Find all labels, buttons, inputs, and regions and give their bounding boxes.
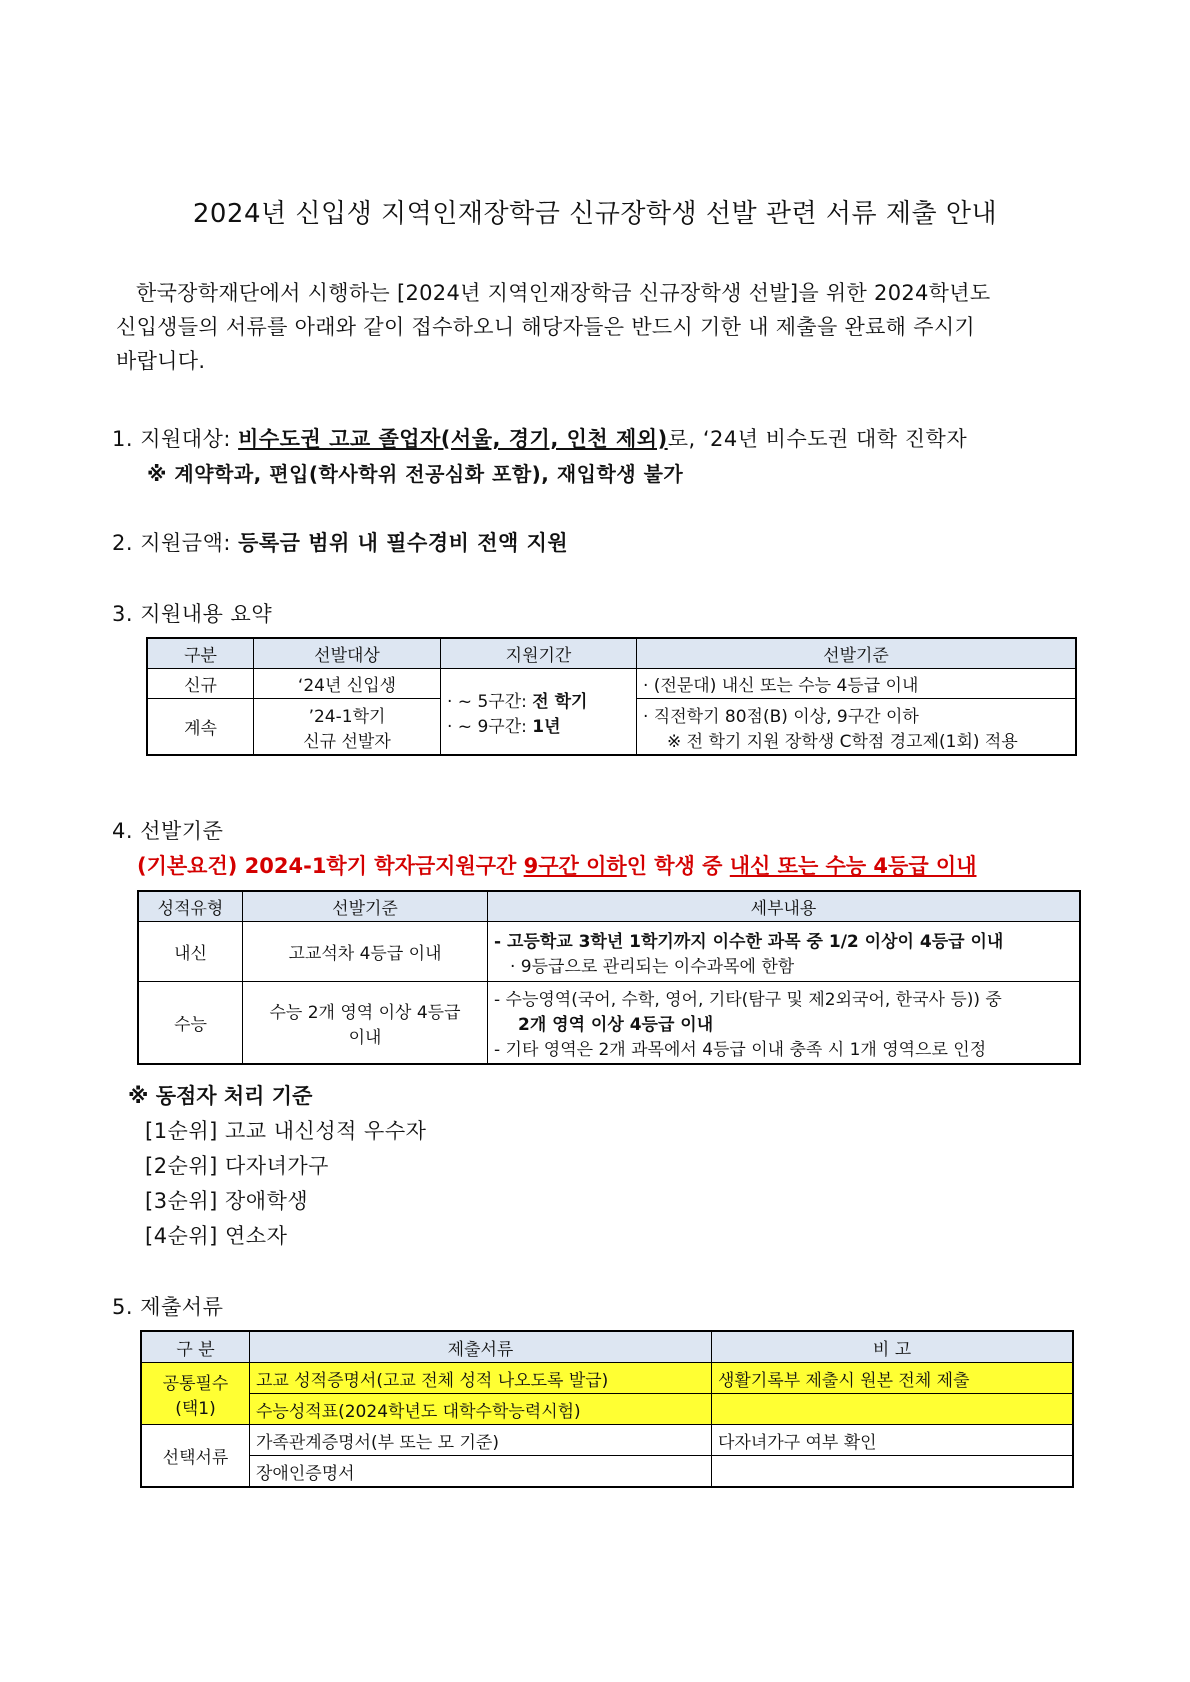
docs-header-note: 비 고 (712, 1332, 1073, 1363)
docs-common-type: 공통필수 (택1) (142, 1363, 250, 1425)
summary-header-type: 구분 (148, 639, 254, 669)
criteria-table (138, 891, 1080, 1064)
tie-break-item: [3순위] 장애학생 (145, 1189, 309, 1213)
criteria-row1-type: 내신 (139, 922, 243, 982)
docs-optional-doc-1: 가족관계증명서(부 또는 모 기준) (250, 1425, 712, 1456)
intro-line-2: 신입생들의 서류를 아래와 같이 접수하오니 해당자들은 반드시 기한 내 제출을 완료해 주시기 (116, 315, 975, 339)
summary-header-period: 지원기간 (441, 639, 637, 669)
docs-common-doc-2: 수능성적표(2024학년도 대학수학능력시험) (250, 1394, 712, 1425)
page-title: 2024년 신입생 지역인재장학금 신규장학생 선발 관련 서류 제출 안내 (192, 199, 998, 229)
summary-header-criteria: 선발기준 (637, 639, 1076, 669)
section-2-amount (112, 527, 568, 557)
tie-break-title: ※ 동점자 처리 기준 (128, 1084, 313, 1108)
summary-row2-type: 계속 (148, 699, 254, 755)
criteria-row1-detail: - 고등학교 3학년 1학기까지 이수한 과목 중 1/2 이상이 4등급 이내 · 9등급으로 관리되는 이수과목에 한함 (488, 922, 1080, 982)
docs-common-note-2 (712, 1394, 1073, 1425)
docs-common-doc-1: 고교 성적증명서(고교 전체 성적 나오도록 발급) (250, 1363, 712, 1394)
section-5-label: 5. 제출서류 (112, 1295, 224, 1319)
tie-break-item: [4순위] 연소자 (145, 1224, 288, 1248)
summary-row2-criteria: · 직전학기 80점(B) 이상, 9구간 이하 ※ 전 학기 지원 장학생 C학점 경고제(1회) 적용 (637, 699, 1076, 755)
criteria-row2-type: 수능 (139, 982, 243, 1064)
docs-optional-type: 선택서류 (142, 1425, 250, 1487)
summary-row2-target: ’24-1학기 신규 선발자 (254, 699, 441, 755)
criteria-row1-criteria: 고교석차 4등급 이내 (243, 922, 488, 982)
summary-period-cell (441, 669, 637, 755)
section-1-note: ※ 계약학과, 편입(학사학위 전공심화 포함), 재입학생 불가 (147, 462, 684, 486)
intro-paragraph (116, 276, 1084, 378)
docs-common-note-1: 생활기록부 제출시 원본 전체 제출 (712, 1363, 1073, 1394)
criteria-header-type: 성적유형 (139, 892, 243, 922)
section-1-eligibility (112, 423, 967, 453)
criteria-row2-criteria: 수능 2개 영역 이상 4등급 이내 (243, 982, 488, 1064)
docs-optional-note-1: 다자녀가구 여부 확인 (712, 1425, 1073, 1456)
criteria-row2-detail: - 수능영역(국어, 수학, 영어, 기타(탐구 및 제2외국어, 한국사 등)) 중 2개 영역 이상 4등급 이내 - 기타 영역은 2개 과목에서 4등급 이내 충족 시 1개 영역으로 인정 (488, 982, 1080, 1064)
summary-header-target: 선발대상 (254, 639, 441, 669)
summary-period-line-2: · ~ 9구간: 1년 (447, 716, 561, 737)
summary-table (147, 638, 1076, 755)
summary-row1-target: ‘24년 신입생 (254, 669, 441, 699)
section-4-label: 4. 선발기준 (112, 819, 224, 843)
intro-line-3: 바랍니다. (116, 349, 206, 373)
summary-period-line-1: · ~ 5구간: 전 학기 (447, 691, 588, 712)
intro-line-1: 한국장학재단에서 시행하는 [2024년 지역인재장학금 신규장학생 선발]을 위한 2024학년도 (136, 281, 991, 305)
summary-row1-criteria: · (전문대) 내신 또는 수능 4등급 이내 (637, 669, 1076, 699)
section-1-highlight: 비수도권 고교 졸업자(서울, 경기, 인천 제외) (238, 427, 668, 451)
docs-optional-note-2 (712, 1456, 1073, 1487)
docs-header-type: 구 분 (142, 1332, 250, 1363)
basic-requirement: (기본요건) 2024-1학기 학자금지원구간 9구간 이하인 학생 중 내신 또는 수능 4등급 이내 (137, 854, 977, 878)
tie-break-item: [2순위] 다자녀가구 (145, 1154, 329, 1178)
documents-table (141, 1331, 1073, 1487)
section-1-label: 1. 지원대상: (112, 427, 239, 451)
criteria-header-criteria: 선발기준 (243, 892, 488, 922)
docs-optional-doc-2: 장애인증명서 (250, 1456, 712, 1487)
criteria-header-detail: 세부내용 (488, 892, 1080, 922)
summary-row1-type: 신규 (148, 669, 254, 699)
docs-header-documents: 제출서류 (250, 1332, 712, 1363)
section-2-value: 등록금 범위 내 필수경비 전액 지원 (238, 531, 569, 555)
tie-break-item: [1순위] 고교 내신성적 우수자 (145, 1119, 427, 1143)
section-2-label: 2. 지원금액: (112, 531, 239, 555)
section-1-rest: 로, ‘24년 비수도권 대학 진학자 (667, 427, 968, 451)
section-3-label: 3. 지원내용 요약 (112, 602, 273, 626)
